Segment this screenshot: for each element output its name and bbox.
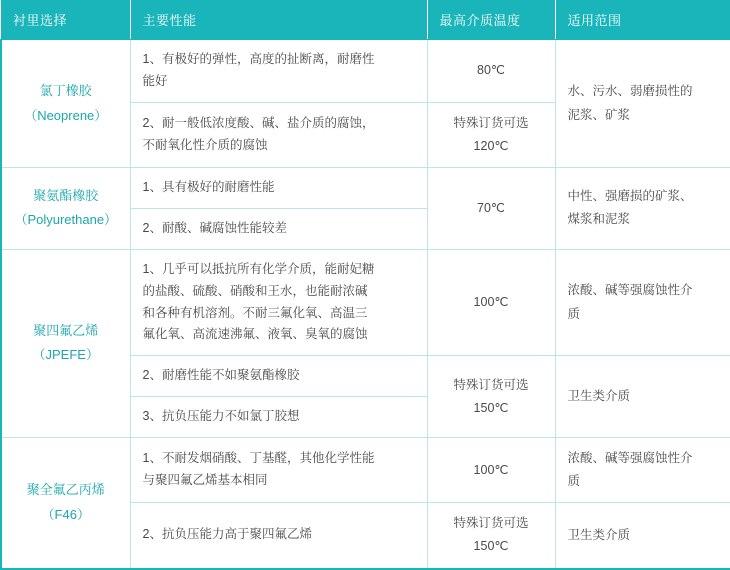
lining-material-name: 氯丁橡胶 （Neoprene） [1,40,130,168]
performance-description: 1、有极好的弹性，高度的扯断离，耐磨性 能好 [130,40,427,103]
table-body [1,40,730,569]
column-header-max-temperature: 最高介质温度 [427,0,555,40]
table-header [1,0,730,40]
column-header-performance: 主要性能 [130,0,427,40]
max-temperature-value: 特殊订货可选 150℃ [427,503,555,569]
performance-description: 1、几乎可以抵抗所有化学介质，能耐妃糖 的盐酸、硫酸、硝酸和王水，也能耐浓碱 和各种有机溶剂。不耐三氟化氧、高温三 氟化氧、高流速沸氟、液氧、臭氧的腐蚀 [130,249,427,356]
performance-description: 1、不耐发烟硝酸、丁基醛，其他化学性能 与聚四氟乙烯基本相同 [130,438,427,503]
max-temperature-value: 特殊订货可选 150℃ [427,356,555,438]
column-header-application: 适用范围 [555,0,730,40]
performance-description: 2、抗负压能力高于聚四氟乙烯 [130,503,427,569]
table-row [1,438,730,503]
performance-description: 2、耐磨性能不如聚氨酯橡胶 [130,356,427,397]
application-scope: 卫生类介质 [555,356,730,438]
lining-material-name: 聚氨酯橡胶 （Polyurethane） [1,168,130,250]
application-scope: 水、污水、弱磨损性的 泥浆、矿浆 [555,40,730,168]
performance-description: 1、具有极好的耐磨性能 [130,168,427,209]
max-temperature-value: 70℃ [427,168,555,250]
table-row [1,249,730,356]
application-scope: 浓酸、碱等强腐蚀性介 质 [555,249,730,356]
max-temperature-value: 100℃ [427,249,555,356]
application-scope: 卫生类介质 [555,503,730,569]
table-row [1,168,730,209]
performance-description: 2、耐酸、碱腐蚀性能较差 [130,208,427,249]
header-row [1,0,730,40]
performance-description: 2、耐一般低浓度酸、碱、盐介质的腐蚀， 不耐氧化性介质的腐蚀 [130,102,427,167]
application-scope: 中性、强磨损的矿浆、 煤浆和泥浆 [555,168,730,250]
column-header-lining: 衬里选择 [1,0,130,40]
lining-material-name: 聚全氟乙丙烯 （F46） [1,438,130,569]
performance-description: 3、抗负压能力不如氯丁胶想 [130,397,427,438]
max-temperature-value: 特殊订货可选 120℃ [427,102,555,167]
table-row [1,40,730,103]
application-scope: 浓酸、碱等强腐蚀性介 质 [555,438,730,503]
max-temperature-value: 80℃ [427,40,555,103]
max-temperature-value: 100℃ [427,438,555,503]
lining-material-name: 聚四氟乙烯 （JPEFE） [1,249,130,437]
